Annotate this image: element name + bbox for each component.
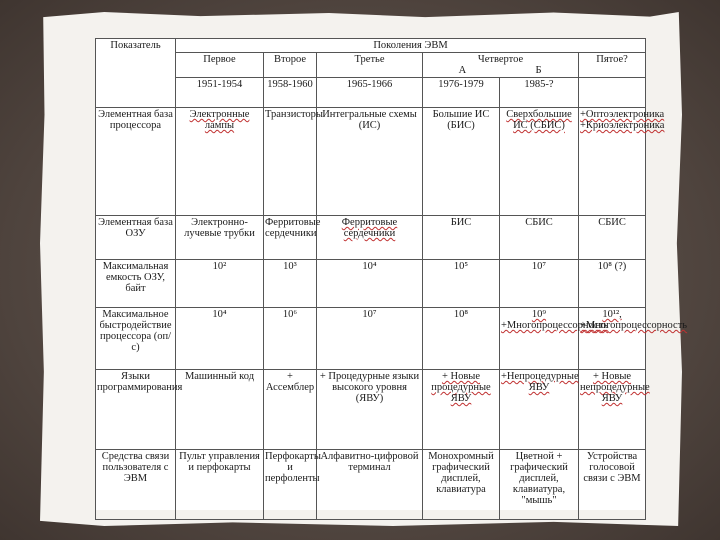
- computer-generations-table: [95, 38, 688, 520]
- header-fourth-label: Четвертое: [477, 54, 524, 66]
- year-third: 1965-1966: [317, 78, 423, 108]
- header-fifth: Пятое?: [579, 53, 646, 78]
- cell-base-ram-fifth: СБИС: [579, 216, 646, 260]
- cell-ram-capacity-fourth-a: 10⁵: [423, 260, 500, 308]
- cell-languages-fourth-b: +Непроцедурные ЯВУ: [500, 370, 579, 450]
- cell-user-comm-first: Пульт управления и перфокарты: [176, 450, 264, 520]
- cell-languages-fourth-a: + Новые процедурные ЯВУ: [423, 370, 500, 450]
- cell-ram-capacity-fourth-b: 10⁷: [500, 260, 579, 308]
- year-fourth-a: 1976-1979: [423, 78, 500, 108]
- row-label-languages: Языки программирования: [96, 370, 176, 450]
- cell-user-comm-fourth-b: Цветной + графический дисплей, клавиатура, "мышь": [500, 450, 579, 520]
- header-fourth-a: А: [458, 65, 467, 77]
- header-fourth: [423, 53, 579, 78]
- row-label-user-comm: Средства связи пользователя с ЭВМ: [96, 450, 176, 520]
- cell-ram-capacity-third: 10⁴: [317, 260, 423, 308]
- cell-cpu-speed-fifth: 10¹², +Многопроцессорность: [579, 308, 646, 370]
- cell-ram-capacity-second: 10³: [264, 260, 317, 308]
- cell-base-ram-fourth-b: СБИС: [500, 216, 579, 260]
- year-fourth-b: 1985-?: [500, 78, 579, 108]
- cell-base-cpu-fourth-b: Сверхбольшие ИС (СБИС): [500, 108, 579, 216]
- cell-base-cpu-fifth: +Оптоэлектроника +Криоэлектроника: [579, 108, 646, 216]
- cell-languages-third: + Процедурные языки высокого уровня (ЯВУ): [317, 370, 423, 450]
- cell-cpu-speed-fourth-b: 10⁹ +Многопроцессорность: [500, 308, 579, 370]
- cell-cpu-speed-second: 10⁶: [264, 308, 317, 370]
- cell-base-ram-fourth-a: БИС: [423, 216, 500, 260]
- cell-languages-fifth: + Новые непроцедурные ЯВУ: [579, 370, 646, 450]
- header-fourth-b: Б: [535, 65, 542, 77]
- year-second: 1958-1960: [264, 78, 317, 108]
- header-third: Третье: [317, 53, 423, 78]
- year-fifth: [579, 78, 646, 108]
- cell-base-cpu-first: Электронные лампы: [176, 108, 264, 216]
- cell-base-cpu-fourth-a: Большие ИС (БИС): [423, 108, 500, 216]
- cell-cpu-speed-first: 10⁴: [176, 308, 264, 370]
- cell-base-ram-third: Ферритовые сердечники: [317, 216, 423, 260]
- cell-ram-capacity-first: 10²: [176, 260, 264, 308]
- year-first: 1951-1954: [176, 78, 264, 108]
- cell-base-ram-first: Электронно-лучевые трубки: [176, 216, 264, 260]
- row-label-base-cpu: Элементная база процессора: [96, 108, 176, 216]
- cell-languages-first: Машинный код: [176, 370, 264, 450]
- cell-user-comm-second: Перфокарты и перфоленты: [264, 450, 317, 520]
- row-label-base-ram: Элементная база ОЗУ: [96, 216, 176, 260]
- row-label-ram-capacity: Максимальная емкость ОЗУ, байт: [96, 260, 176, 308]
- row-label-cpu-speed: Максимальное быстродействие процессора (оп/с): [96, 308, 176, 370]
- cell-base-ram-second: Ферритовые сердечники: [264, 216, 317, 260]
- cell-user-comm-fifth: Устройства голосовой связи с ЭВМ: [579, 450, 646, 520]
- cell-base-cpu-third: Интегральные схемы (ИС): [317, 108, 423, 216]
- cell-languages-second: + Ассемблер: [264, 370, 317, 450]
- cell-cpu-speed-fourth-a: 10⁸: [423, 308, 500, 370]
- cell-base-cpu-second: Транзисторы: [264, 108, 317, 216]
- cell-user-comm-fourth-a: Монохромный графический дисплей, клавиатура: [423, 450, 500, 520]
- scanned-table-page: [95, 38, 688, 510]
- header-second: Второе: [264, 53, 317, 78]
- header-generations: Поколения ЭВМ: [176, 39, 646, 53]
- header-first: Первое: [176, 53, 264, 78]
- header-indicator: Показатель: [96, 39, 176, 108]
- cell-cpu-speed-third: 10⁷: [317, 308, 423, 370]
- cell-ram-capacity-fifth: 10⁸ (?): [579, 260, 646, 308]
- cell-user-comm-third: Алфавитно-цифровой терминал: [317, 450, 423, 520]
